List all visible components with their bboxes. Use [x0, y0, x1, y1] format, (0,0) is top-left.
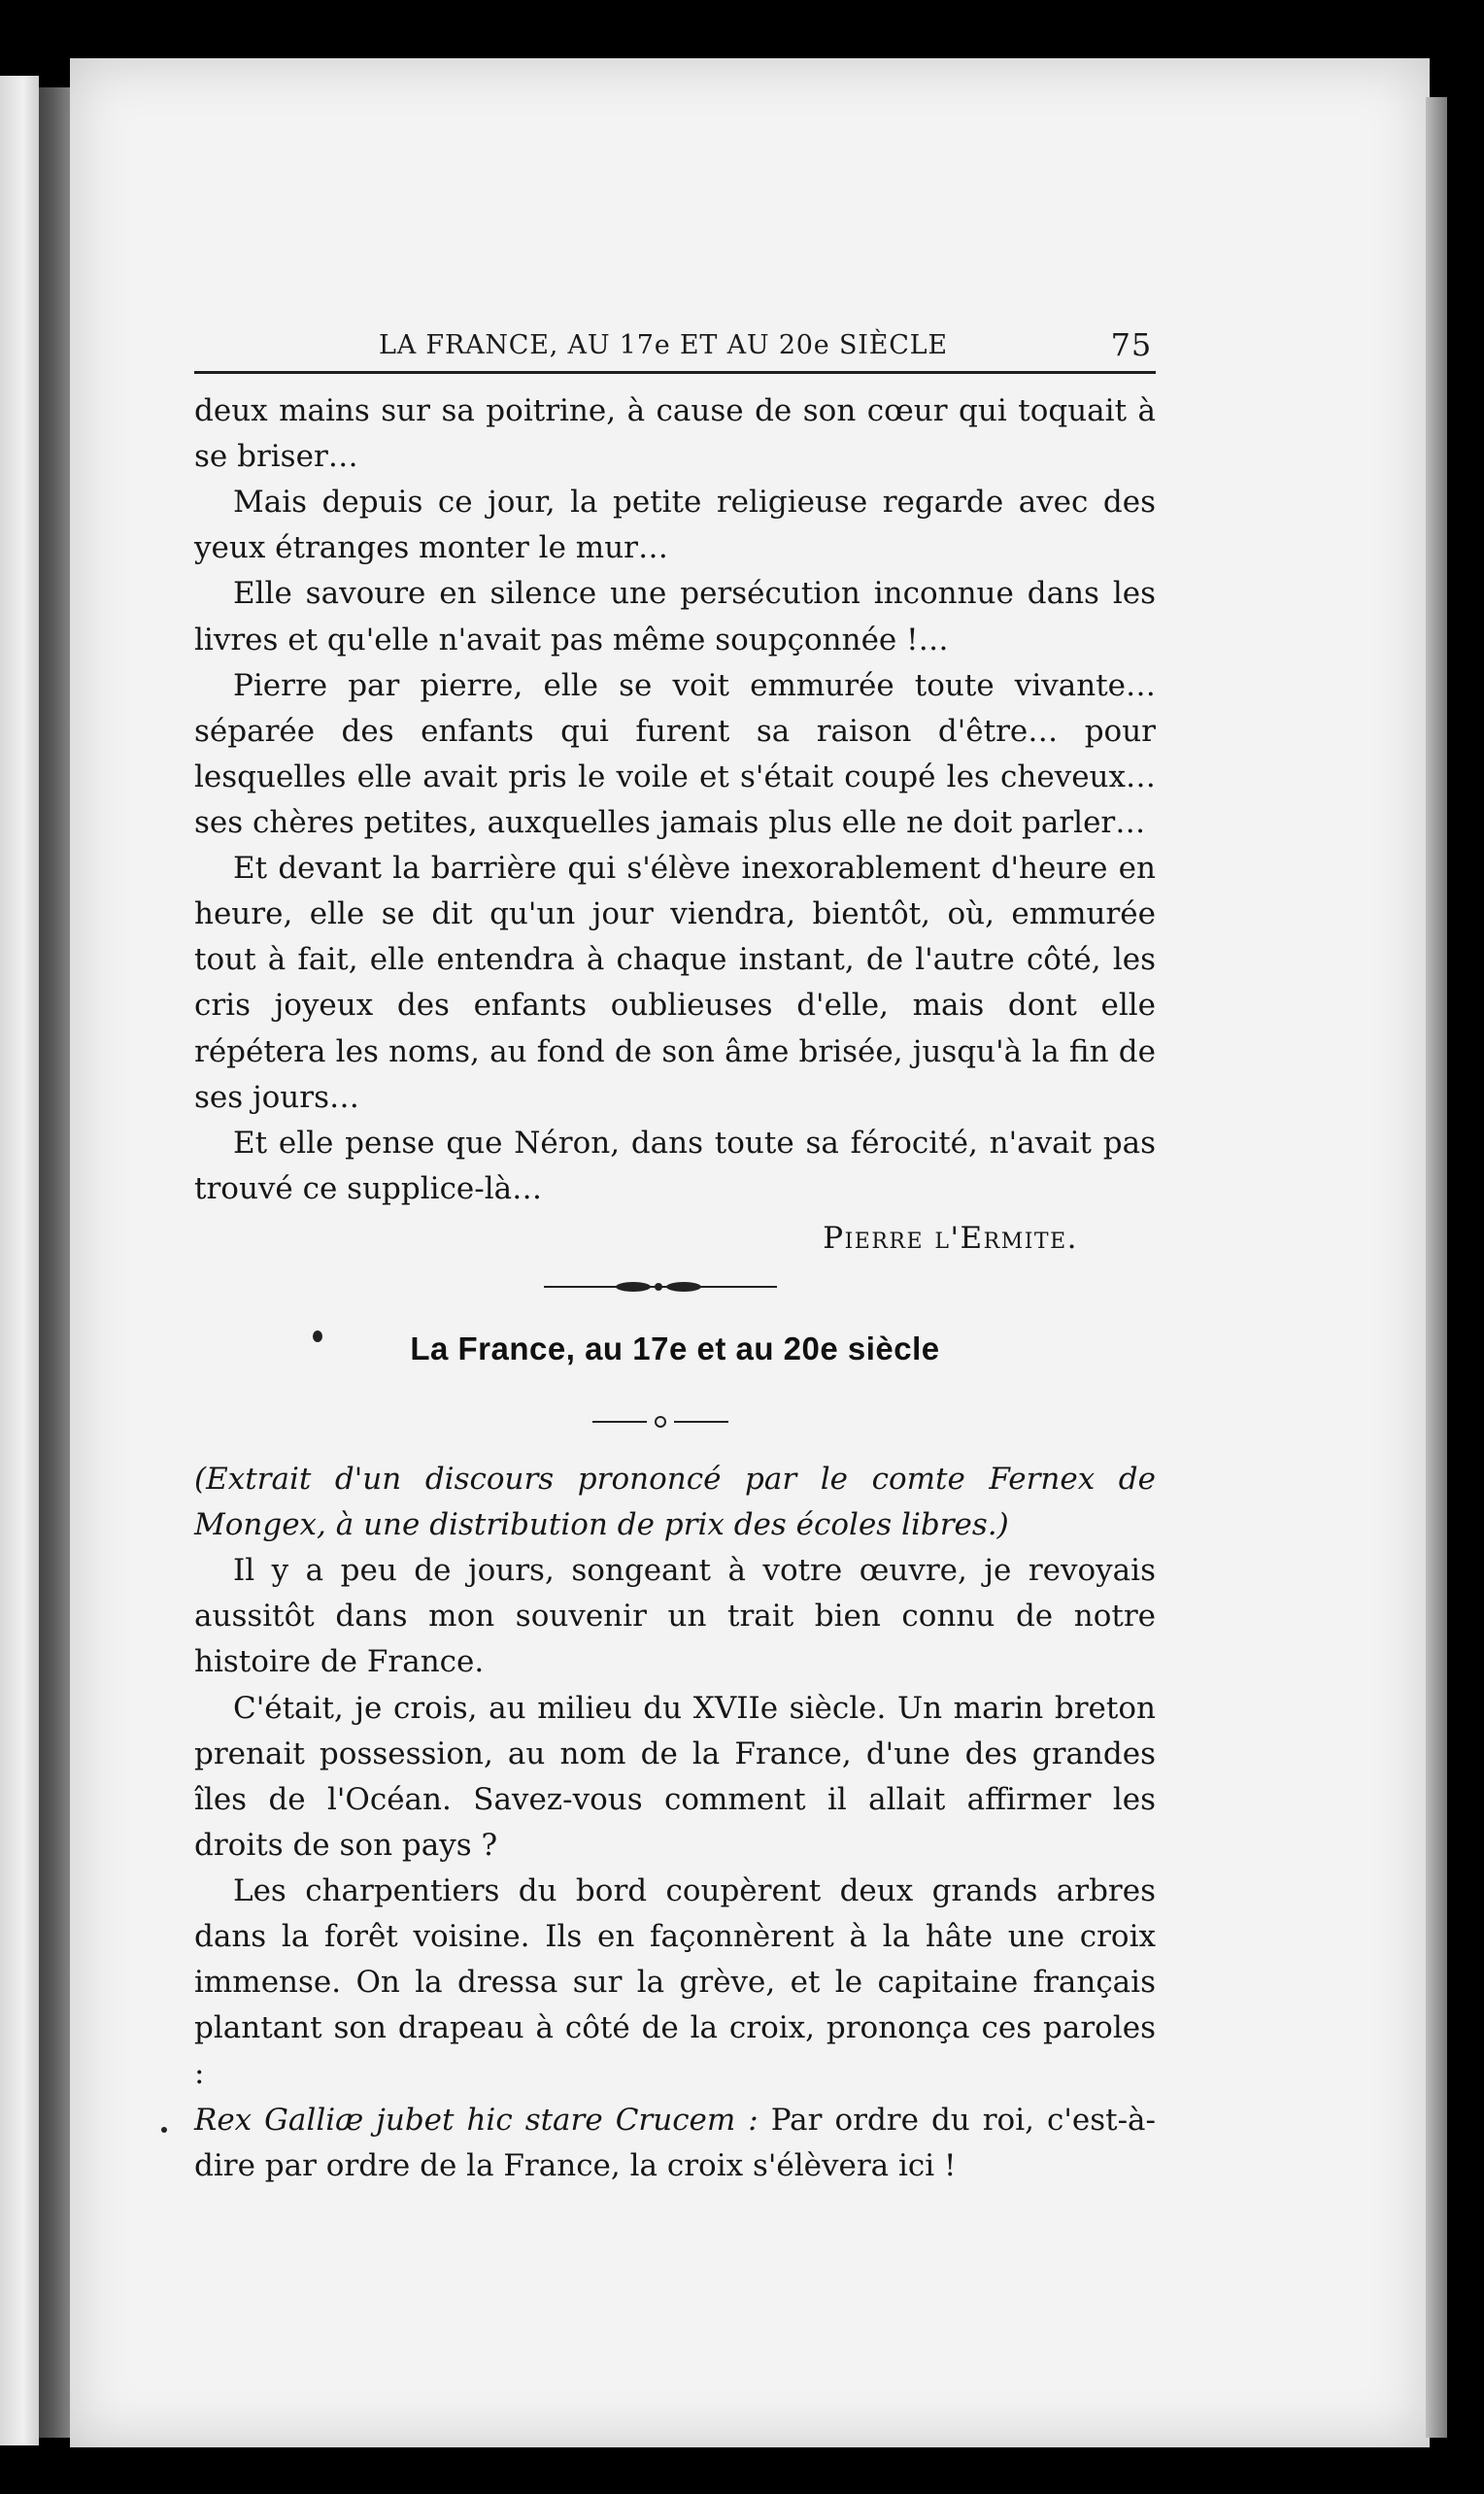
paragraph: [194, 2098, 1156, 2189]
paragraph: Et devant la barrière qui s'élève inexorablement d'heure en heure, elle se dit qu'un jour viendra, bientôt, où, emmurée tout à fait, elle entendra à chaque instant, de l'autre côté, les cris joyeux des enfants oublieuses d'elle, mais dont elle répétera les noms, au fond de son âme brisée, jusqu'à la fin de ses jours…: [194, 851, 1156, 1115]
ink-speck: [161, 2127, 167, 2133]
small-rule-divider-icon: [592, 1406, 728, 1435]
page-stack-edge: [1426, 97, 1447, 2438]
paragraph: Et elle pense que Néron, dans toute sa férocité, n'avait pas trouvé ce supplice-là…: [194, 1125, 1156, 1206]
paragraph: C'était, je crois, au milieu du XVIIe siècle. Un marin breton prenait possession, au nom de la France, d'une des grandes îles de l'Océan. Savez-vous comment il allait affirmer les droits de son pays ?: [194, 1690, 1156, 1863]
facing-page-edge: [0, 76, 39, 2445]
closing-sentence: Par ordre du roi, c'est-à-dire par ordre de la France, la croix s'élèvera ici !: [194, 2102, 1156, 2183]
latin-quote: Rex Galliæ jubet hic stare Crucem :: [194, 2102, 759, 2138]
article-1-body: [194, 388, 1156, 1262]
ornament-divider-icon: [544, 1272, 777, 1301]
article-subtitle: (Extrait d'un discours prononcé par le comte Fernex de Mongex, à une distribution de prix des écoles libres.): [194, 1462, 1156, 1543]
paragraph: Mais depuis ce jour, la petite religieuse regarde avec des yeux étranges monter le mur…: [194, 485, 1156, 566]
author-signature: Pierre l'Ermite.: [823, 1220, 1078, 1256]
running-head-title: LA FRANCE, AU 17e ET AU 20e SIÈCLE: [379, 330, 948, 360]
section-heading: La France, au 17e et au 20e siècle: [410, 1331, 940, 1366]
article-2-body: [194, 1457, 1156, 2189]
paragraph: Elle savoure en silence une persécution inconnue dans les livres et qu'elle n'avait pas même soupçonnée !…: [194, 576, 1156, 657]
page-number: 75: [1110, 326, 1152, 363]
running-head: [194, 326, 1156, 374]
paragraph: deux mains sur sa poitrine, à cause de son cœur qui toquait à se briser…: [194, 393, 1156, 475]
book-gutter: [39, 87, 74, 2438]
ink-speck: [313, 1331, 322, 1342]
paragraph: Il y a peu de jours, songeant à votre œuvre, je revoyais aussitôt dans mon souvenir un trait bien connu de notre histoire de France.: [194, 1553, 1156, 1680]
paragraph: Pierre par pierre, elle se voit emmurée toute vivante… séparée des enfants qui furent sa raison d'être… pour lesquelles elle avait pris le voile et s'était coupé les cheveux… ses chères petites, auxquelles jamais plus elle ne doit parler…: [194, 667, 1156, 840]
paragraph: Les charpentiers du bord coupèrent deux grands arbres dans la forêt voisine. Ils en façonnèrent à la hâte une croix immense. On la dressa sur la grève, et le capitaine français plantant son drapeau à côté de la croix, prononça ces paroles :: [194, 1872, 1156, 2092]
